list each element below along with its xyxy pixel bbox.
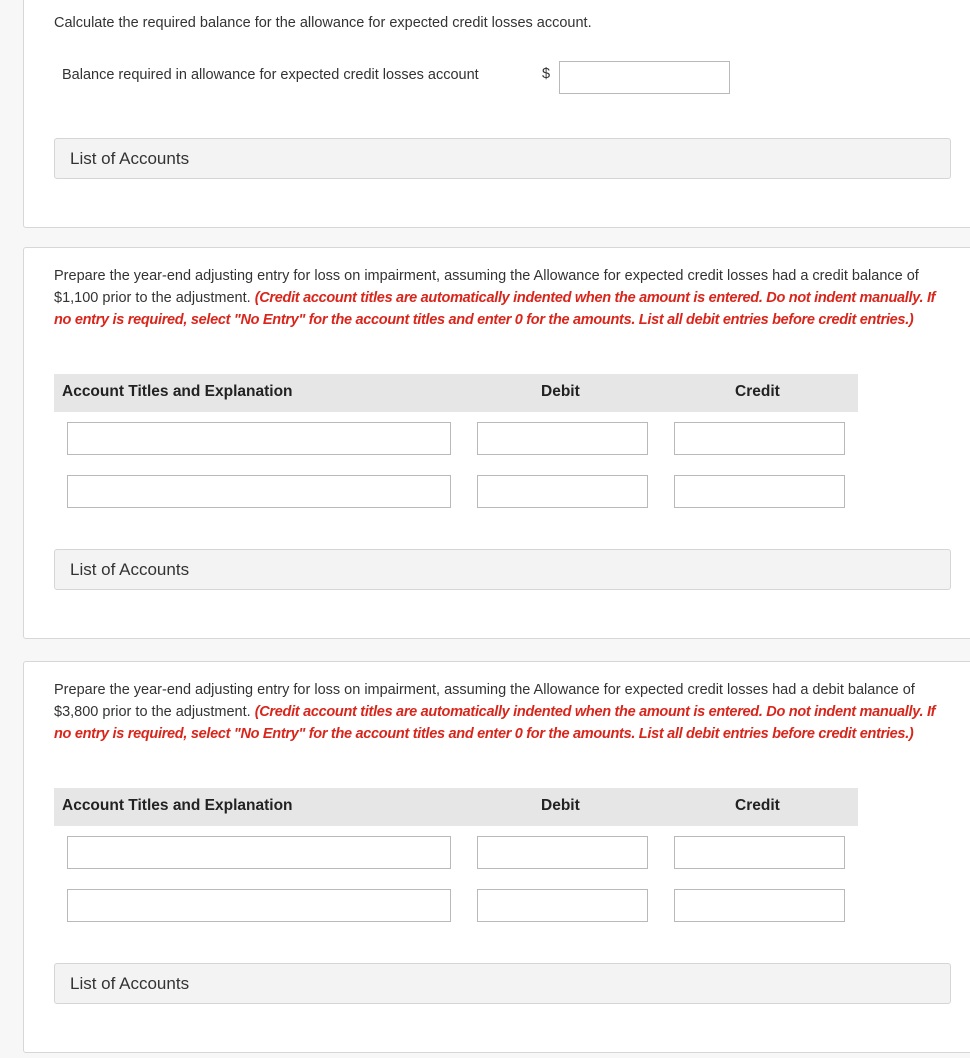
- balance-input[interactable]: [559, 61, 730, 94]
- credit-input-2[interactable]: [674, 475, 845, 508]
- currency-symbol: $: [542, 66, 551, 82]
- credit-input-2[interactable]: [674, 889, 845, 922]
- instruction-note: (Credit account titles are automatically indented when the amount is entered. Do not indent manually. If no entry is required, select "No Entry" for the account titles and enter 0 for the amounts. List all debit entries before credit entries.): [54, 704, 936, 742]
- col-account-titles: Account Titles and Explanation: [62, 797, 293, 814]
- instruction-text: Prepare the year-end adjusting entry for loss on impairment, assuming the Allowance for expected credit losses had a credit balance of $1,100 prior to the adjustment.: [54, 268, 919, 306]
- credit-input-1[interactable]: [674, 422, 845, 455]
- account-title-input-1[interactable]: [67, 836, 451, 869]
- col-account-titles: Account Titles and Explanation: [62, 383, 293, 400]
- col-credit: Credit: [735, 383, 780, 400]
- balance-instruction: Calculate the required balance for the allowance for expected credit losses account.: [54, 15, 592, 31]
- col-debit: Debit: [541, 383, 580, 400]
- col-credit: Credit: [735, 797, 780, 814]
- list-of-accounts-button[interactable]: [54, 138, 951, 179]
- account-title-input-2[interactable]: [67, 475, 451, 508]
- col-debit: Debit: [541, 797, 580, 814]
- credit-input-1[interactable]: [674, 836, 845, 869]
- account-title-input-2[interactable]: [67, 889, 451, 922]
- balance-panel: [23, 0, 970, 228]
- balance-label: Balance required in allowance for expected credit losses account: [62, 67, 479, 83]
- entry-panel-debit-balance: [23, 661, 970, 1053]
- debit-input-2[interactable]: [477, 889, 648, 922]
- entry-instruction: [54, 265, 944, 331]
- entry-panel-credit-balance: [23, 247, 970, 639]
- debit-input-1[interactable]: [477, 836, 648, 869]
- list-of-accounts-label: List of Accounts: [70, 560, 190, 579]
- list-of-accounts-label: List of Accounts: [70, 974, 190, 993]
- account-title-input-1[interactable]: [67, 422, 451, 455]
- debit-input-2[interactable]: [477, 475, 648, 508]
- instruction-note: (Credit account titles are automatically indented when the amount is entered. Do not indent manually. If no entry is required, select "No Entry" for the account titles and enter 0 for the amounts. List all debit entries before credit entries.): [54, 290, 936, 328]
- instruction-text: Prepare the year-end adjusting entry for loss on impairment, assuming the Allowance for expected credit losses had a debit balance of $3,800 prior to the adjustment.: [54, 682, 915, 720]
- journal-table-header: [54, 374, 858, 412]
- journal-table-header: [54, 788, 858, 826]
- debit-input-1[interactable]: [477, 422, 648, 455]
- list-of-accounts-button[interactable]: [54, 549, 951, 590]
- entry-instruction: [54, 679, 944, 745]
- list-of-accounts-button[interactable]: [54, 963, 951, 1004]
- list-of-accounts-label: List of Accounts: [70, 149, 190, 168]
